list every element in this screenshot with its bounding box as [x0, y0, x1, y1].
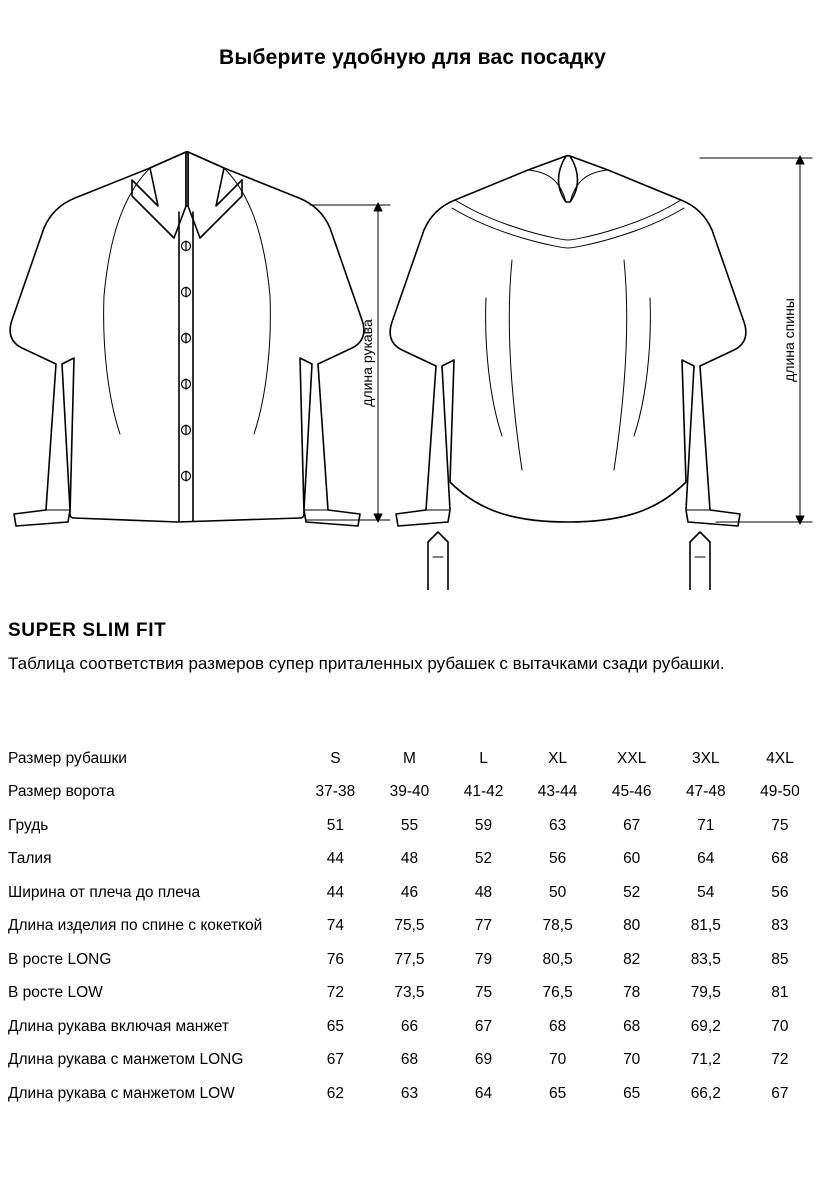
row-value: 75	[771, 816, 789, 834]
table-header-cell: 4XL	[766, 749, 794, 767]
row-value: 56	[771, 883, 789, 901]
row-value: 79,5	[690, 984, 721, 1002]
table-row	[8, 1044, 817, 1078]
row-value: 48	[400, 850, 419, 868]
row-value: 69,2	[690, 1017, 721, 1035]
table-row	[8, 1010, 817, 1044]
row-value: 73,5	[394, 984, 425, 1002]
row-value: 60	[623, 850, 641, 868]
back-shirt-illustration	[390, 156, 746, 590]
row-value: 63	[548, 816, 567, 834]
row-value: 81,5	[690, 917, 721, 935]
row-value: 77	[474, 917, 493, 935]
row-value: 62	[326, 1084, 344, 1102]
shirt-diagrams	[0, 110, 825, 590]
table-header-cell: S	[330, 749, 341, 767]
row-value: 80	[623, 917, 641, 935]
row-value: 64	[697, 850, 715, 868]
row-value: 69	[474, 1051, 493, 1069]
row-value: 48	[474, 883, 493, 901]
table-row	[8, 776, 817, 810]
row-value: 44	[326, 883, 344, 901]
row-value: 46	[400, 883, 419, 901]
row-label: Длина рукава с манжетом LOW	[8, 1084, 235, 1102]
front-measure-label: длина рукава	[359, 319, 375, 407]
row-value: 70	[771, 1017, 789, 1035]
row-value: 74	[326, 917, 344, 935]
row-value: 77,5	[394, 950, 425, 968]
table-row	[8, 943, 817, 977]
table-header-cell: XL	[548, 749, 568, 767]
size-table	[8, 742, 817, 1111]
fit-name: SUPER SLIM FIT	[8, 620, 167, 641]
row-value: 72	[326, 984, 344, 1002]
table-row	[8, 809, 817, 843]
row-value: 70	[548, 1051, 567, 1069]
row-value: 76	[326, 950, 344, 968]
row-value: 47-48	[685, 783, 726, 801]
row-label: Длина изделия по спине с кокеткой	[8, 917, 263, 935]
row-value: 65	[548, 1084, 567, 1102]
table-header-cell: 3XL	[691, 749, 720, 767]
row-value: 59	[474, 816, 493, 834]
table-header-cell: XXL	[617, 749, 647, 767]
row-value: 83	[771, 917, 789, 935]
row-value: 64	[474, 1084, 493, 1102]
table-row	[8, 977, 817, 1011]
table-row	[8, 1077, 817, 1111]
row-value: 56	[548, 850, 567, 868]
row-value: 78	[623, 984, 641, 1002]
row-value: 67	[623, 816, 641, 834]
table-row	[8, 876, 817, 910]
row-value: 39-40	[389, 783, 430, 801]
table-header-cell: Размер рубашки	[8, 749, 127, 767]
row-value: 66,2	[690, 1084, 721, 1102]
row-value: 67	[771, 1084, 789, 1102]
table-header-row	[8, 742, 817, 776]
row-label: Грудь	[8, 816, 49, 834]
row-value: 68	[623, 1017, 641, 1035]
row-value: 75	[474, 984, 493, 1002]
row-value: 72	[771, 1051, 789, 1069]
row-value: 67	[326, 1051, 344, 1069]
row-value: 70	[623, 1051, 641, 1069]
row-value: 79	[474, 950, 493, 968]
row-value: 44	[326, 850, 344, 868]
row-value: 68	[771, 850, 789, 868]
row-value: 78,5	[542, 917, 573, 935]
row-value: 51	[326, 816, 344, 834]
row-label: В росте LONG	[8, 950, 112, 968]
row-value: 68	[548, 1017, 567, 1035]
row-value: 63	[400, 1084, 419, 1102]
row-label: Размер ворота	[8, 783, 115, 801]
row-value: 71	[697, 816, 715, 834]
row-value: 81	[771, 984, 789, 1002]
row-value: 82	[623, 950, 641, 968]
shirt-illustrations	[0, 110, 825, 590]
row-value: 65	[623, 1084, 641, 1102]
row-value: 75,5	[394, 917, 425, 935]
row-value: 55	[400, 816, 419, 834]
row-label: Ширина от плеча до плеча	[8, 883, 201, 901]
row-value: 76,5	[542, 984, 573, 1002]
row-value: 65	[326, 1017, 344, 1035]
row-value: 37-38	[315, 783, 356, 801]
front-shirt-illustration	[10, 152, 364, 526]
row-value: 41-42	[463, 783, 504, 801]
row-label: Талия	[8, 850, 52, 868]
row-value: 49-50	[760, 783, 800, 801]
row-value: 67	[474, 1017, 493, 1035]
row-value: 71,2	[690, 1051, 721, 1069]
row-value: 52	[623, 883, 641, 901]
row-value: 45-46	[611, 783, 652, 801]
row-value: 54	[697, 883, 715, 901]
row-label: Длина рукава с манжетом LONG	[8, 1051, 244, 1069]
row-value: 50	[548, 883, 567, 901]
table-header-cell: M	[403, 749, 416, 767]
table-row	[8, 843, 817, 877]
row-value: 43-44	[537, 783, 578, 801]
table-header-cell: L	[479, 749, 488, 767]
row-label: Длина рукава включая манжет	[8, 1017, 229, 1035]
row-value: 66	[400, 1017, 419, 1035]
row-value: 83,5	[690, 950, 721, 968]
table-row	[8, 910, 817, 944]
row-label: В росте LOW	[8, 984, 103, 1002]
row-value: 85	[771, 950, 789, 968]
row-value: 80,5	[542, 950, 573, 968]
fit-description: Таблица соответствия размеров супер приталенных рубашек с вытачками сзади рубашки.	[8, 654, 725, 673]
back-measure-label: длина спины	[781, 298, 797, 382]
row-value: 52	[474, 850, 493, 868]
page-title: Выберите удобную для вас посадку	[218, 46, 607, 69]
row-value: 68	[400, 1051, 419, 1069]
